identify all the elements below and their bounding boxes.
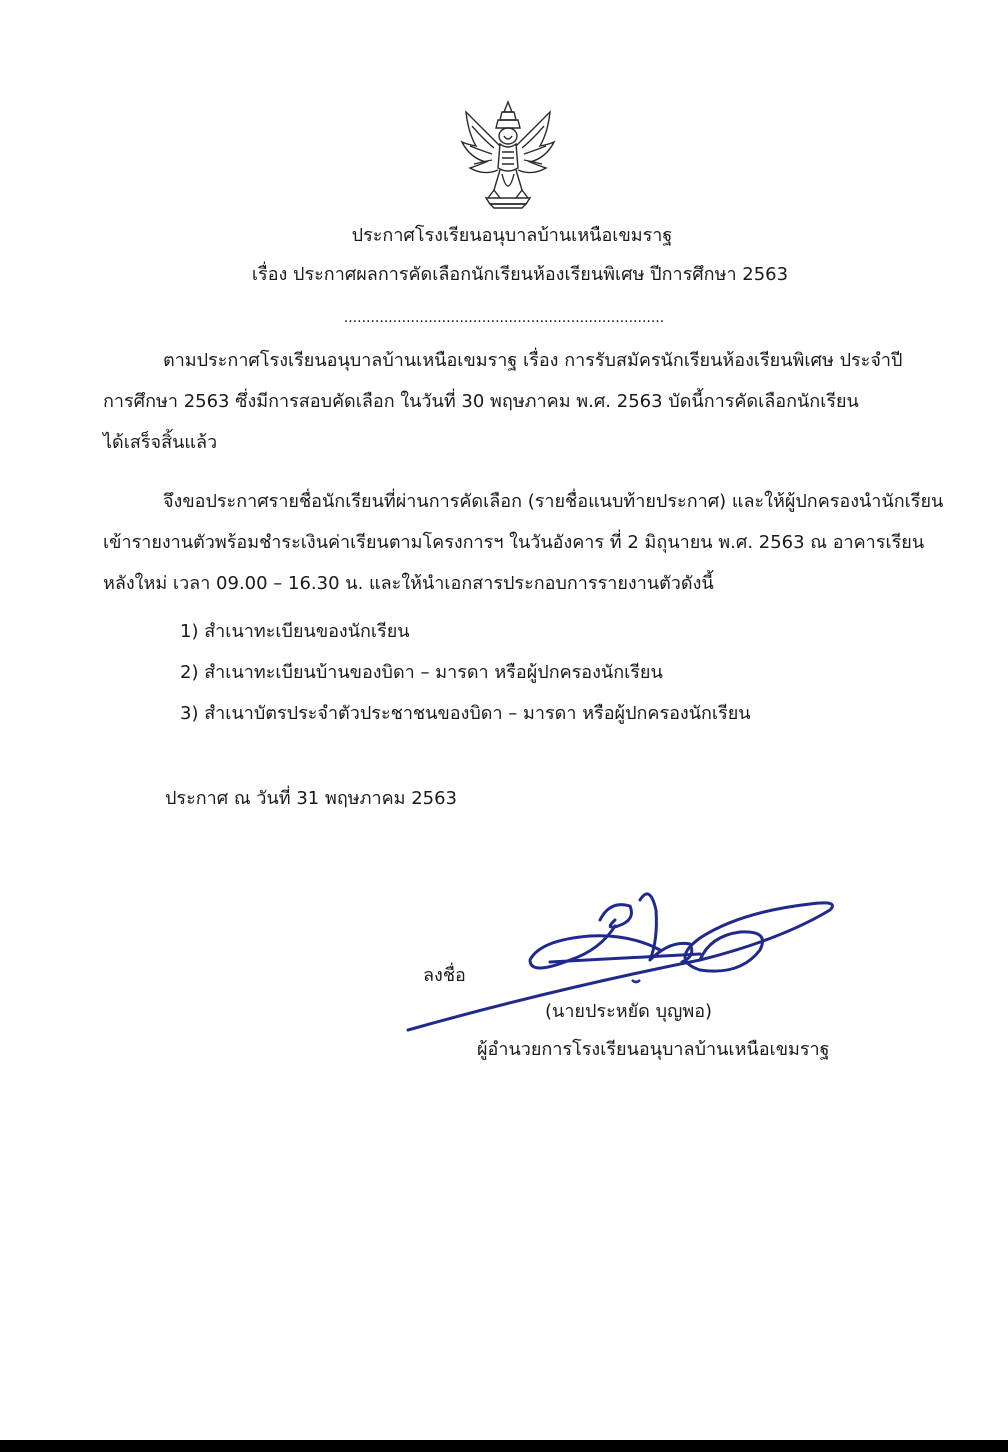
screen-bottom-bar	[0, 1440, 1008, 1452]
announcement-date: ประกาศ ณ วันที่ 31 พฤษภาคม 2563	[165, 788, 457, 809]
paragraph-line: ได้เสร็จสิ้นแล้ว	[103, 432, 218, 453]
paragraph-line: หลังใหม่ เวลา 09.00 – 16.30 น. และให้นำเอกสารประกอบการรายงานตัวดังนี้	[103, 573, 714, 594]
required-documents-list	[180, 611, 751, 734]
list-item: 3) สำเนาบัตรประจำตัวประชาชนของบิดา – มารดา หรือผู้ปกครองนักเรียน	[180, 703, 751, 724]
sign-label: ลงชื่อ	[423, 965, 466, 986]
paragraph-line: การศึกษา 2563 ซึ่งมีการสอบคัดเลือก ในวันที่ 30 พฤษภาคม พ.ศ. 2563 บัดนี้การคัดเลือกนักเรียน	[103, 391, 859, 412]
paragraph-line: ตามประกาศโรงเรียนอนุบาลบ้านเหนือเขมราฐ เรื่อง การรับสมัครนักเรียนห้องเรียนพิเศษ ประจำปี	[163, 350, 903, 371]
list-item: 1) สำเนาทะเบียนของนักเรียน	[180, 621, 410, 642]
paragraph-line: เข้ารายงานตัวพร้อมชำระเงินค่าเรียนตามโครงการฯ ในวันอังคาร ที่ 2 มิถุนายน พ.ศ. 2563 ณ อาคารเรียน	[103, 532, 925, 553]
paragraph-report	[103, 481, 944, 604]
signer-name: (นายประหยัด บุญพอ)	[545, 1001, 713, 1022]
announcement-title: ประกาศโรงเรียนอนุบาลบ้านเหนือเขมราฐ	[351, 225, 673, 246]
signer-position: ผู้อำนวยการโรงเรียนอนุบาลบ้านเหนือเขมราฐ	[477, 1039, 830, 1060]
announcement-subject: เรื่อง ประกาศผลการคัดเลือกนักเรียนห้องเรียนพิเศษ ปีการศึกษา 2563	[251, 264, 789, 285]
list-item: 2) สำเนาทะเบียนบ้านของบิดา – มารดา หรือผู้ปกครองนักเรียน	[180, 662, 663, 683]
separator-dots: ........................................................................	[343, 310, 665, 326]
paragraph-results	[103, 340, 909, 463]
garuda-emblem-icon	[460, 98, 556, 210]
paragraph-line: จึงขอประกาศรายชื่อนักเรียนที่ผ่านการคัดเลือก (รายชื่อแนบท้ายประกาศ) และให้ผู้ปกครองนำนักเรียน	[163, 491, 944, 512]
